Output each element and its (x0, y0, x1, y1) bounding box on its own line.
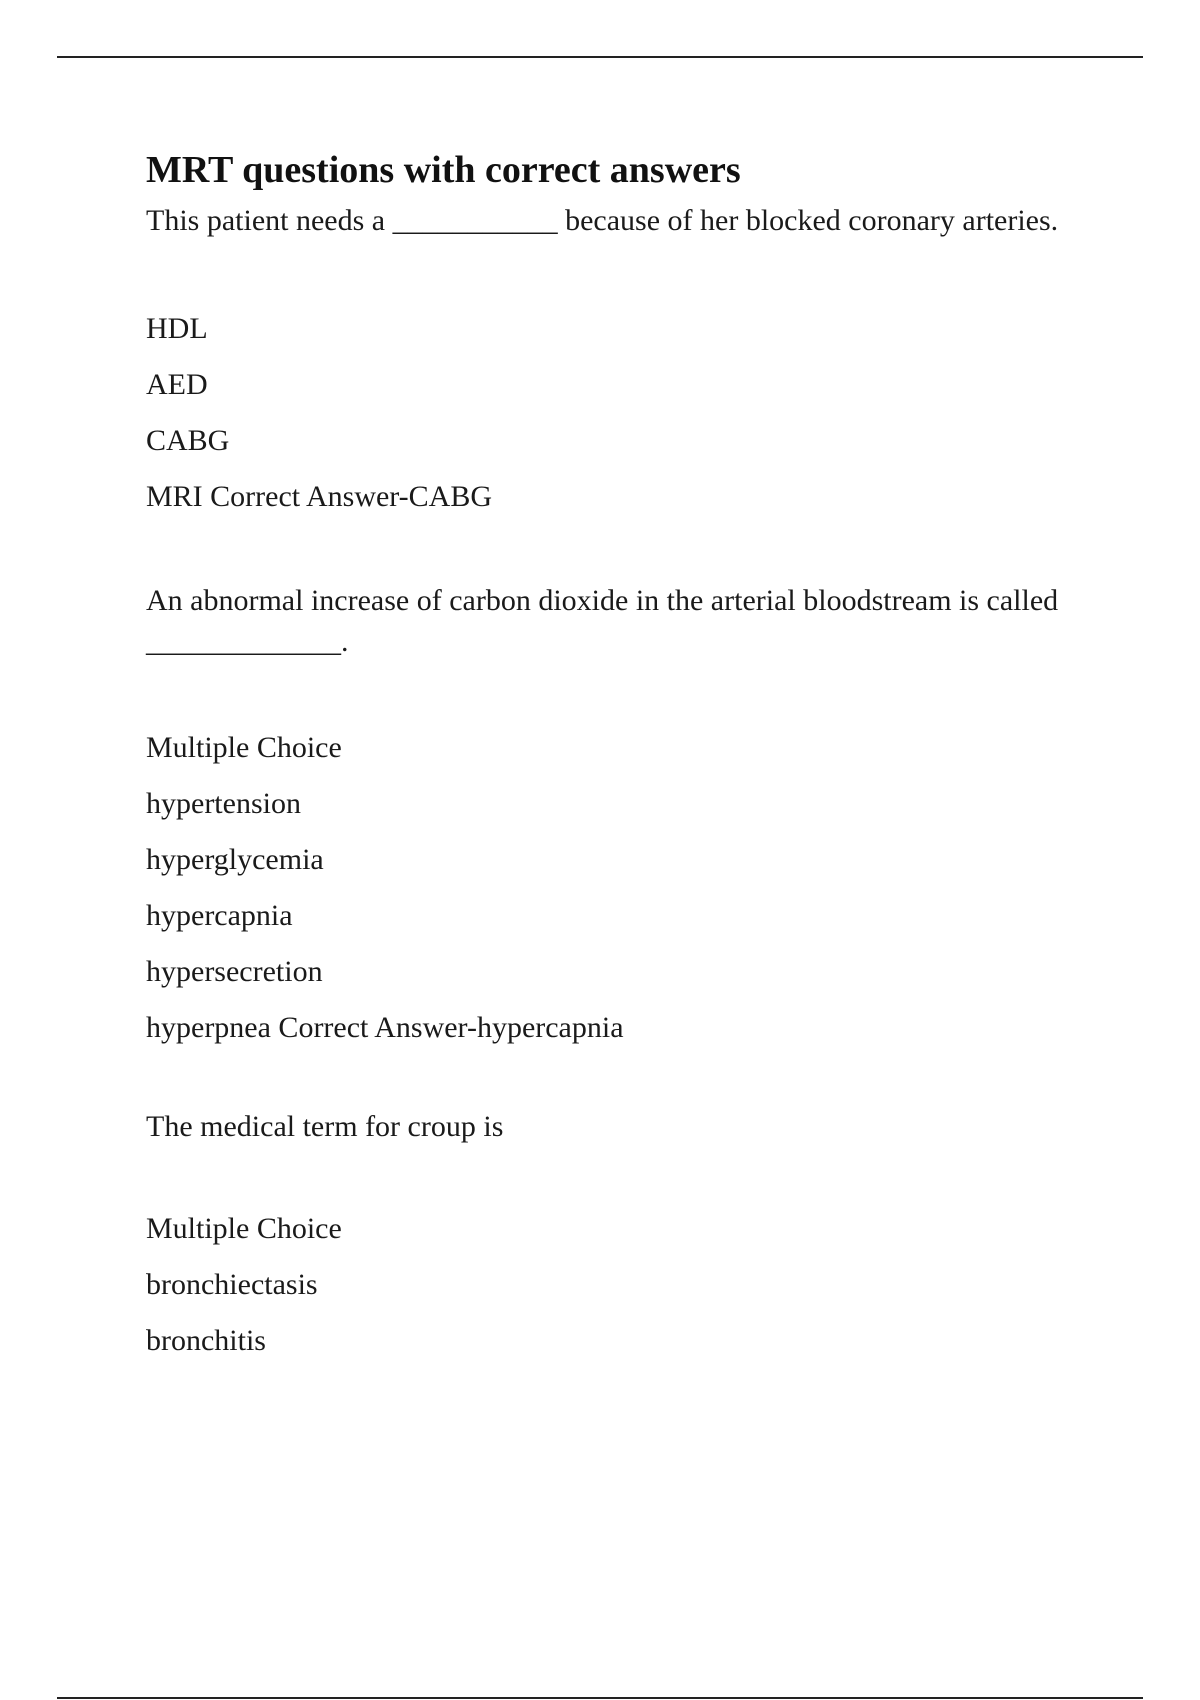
bottom-divider (57, 1697, 1143, 1699)
question-1 (146, 200, 1066, 525)
multiple-choice-label: Multiple Choice (146, 1212, 342, 1245)
answer-options (146, 301, 1066, 525)
option-line: hypertension (146, 787, 301, 820)
option-line-with-answer: MRI Correct Answer-CABG (146, 480, 493, 513)
option-line: hypercapnia (146, 899, 293, 932)
question-3 (146, 1106, 1066, 1369)
question-prompt: This patient needs a ___________ because of her blocked coronary arteries. (146, 204, 1059, 237)
answer-options (146, 720, 1066, 1056)
document-body (146, 140, 1066, 1369)
option-line: hyperglycemia (146, 843, 324, 876)
option-line: HDL (146, 312, 208, 345)
answer-options (146, 1201, 1066, 1369)
question-prompt: The medical term for croup is (146, 1110, 504, 1143)
top-divider (57, 56, 1143, 58)
option-line: CABG (146, 424, 230, 457)
option-line: bronchitis (146, 1324, 266, 1357)
page-title: MRT questions with correct answers (146, 149, 741, 191)
option-line: AED (146, 368, 208, 401)
question-prompt: An abnormal increase of carbon dioxide in the arterial bloodstream is called _____________. (146, 584, 1059, 658)
question-2 (146, 580, 1066, 1056)
option-line-with-answer: hyperpnea Correct Answer-hypercapnia (146, 1011, 624, 1044)
option-line: bronchiectasis (146, 1268, 318, 1301)
option-line: hypersecretion (146, 955, 323, 988)
multiple-choice-label: Multiple Choice (146, 731, 342, 764)
